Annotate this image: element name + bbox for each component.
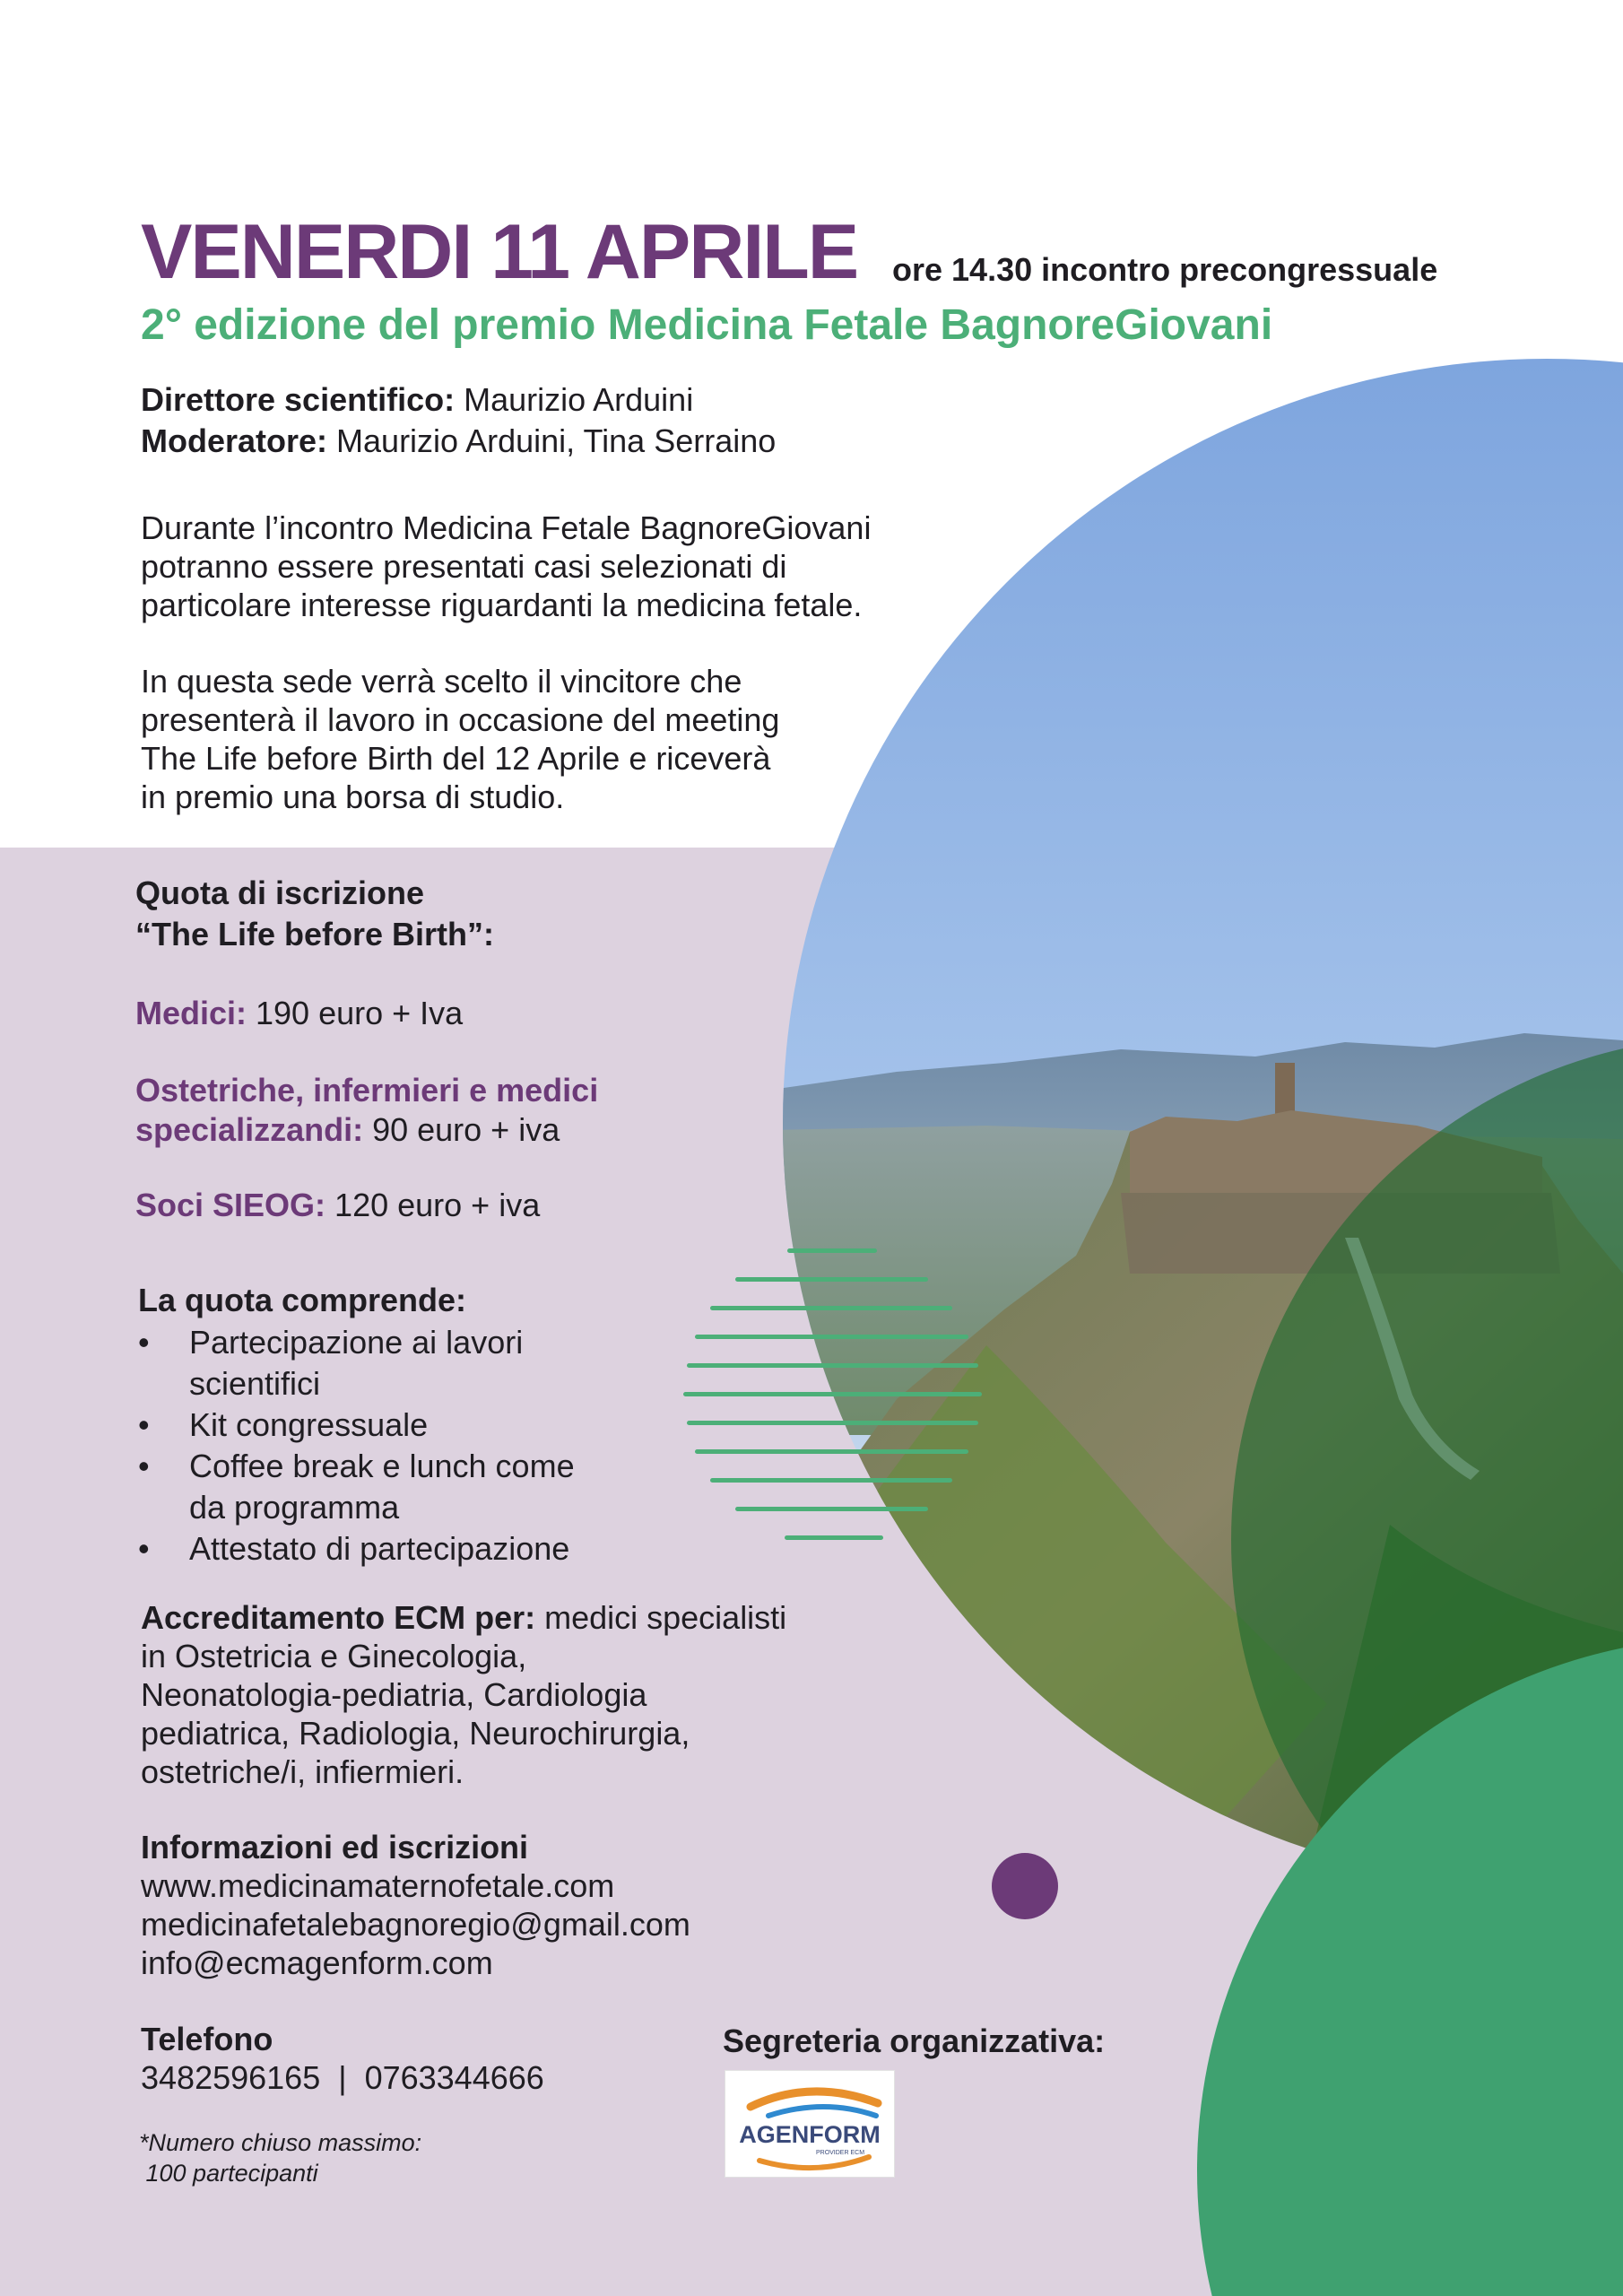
stripe <box>785 1535 883 1540</box>
director-label: Direttore scientifico: <box>141 381 456 418</box>
stripe <box>695 1335 968 1339</box>
fees-heading-line2: “The Life before Birth”: <box>135 916 495 952</box>
secretariat-heading: Segreteria organizzativa: <box>723 2022 1106 2059</box>
intro-line: The Life before Birth del 12 Aprile e riceverà <box>141 740 771 777</box>
fee-soci-value: 120 euro + iva <box>325 1187 541 1223</box>
ecm-line: pediatrica, Radiologia, Neurochirurgia, <box>141 1715 690 1752</box>
intro-line: In questa sede verrà scelto il vincitore che <box>141 663 742 700</box>
moderator-line <box>141 422 776 461</box>
fee-soci-label: Soci SIEOG: <box>135 1187 326 1223</box>
intro-paragraph-1 <box>141 509 871 624</box>
email-link[interactable]: medicinafetalebagnoregio@gmail.com <box>141 1906 690 1943</box>
stripe <box>735 1507 928 1511</box>
fee-ostetriche-label-line1: Ostetriche, infermieri e medici <box>135 1072 599 1109</box>
stripe <box>787 1248 877 1253</box>
fee-ostetriche-value: 90 euro + iva <box>363 1111 560 1148</box>
phone-heading: Telefono <box>141 2021 273 2057</box>
logo-subtext: PROVIDER ECM <box>815 2150 865 2156</box>
logo-text: AGENFORM <box>739 2121 881 2148</box>
stripe <box>710 1478 952 1483</box>
list-item: • Coffee break e lunch come da programma <box>138 1446 575 1528</box>
website-link[interactable]: www.medicinamaternofetale.com <box>141 1867 615 1904</box>
ecm-line: Neonatologia-pediatria, Cardiologia <box>141 1676 647 1713</box>
subtitle: 2° edizione del premio Medicina Fetale BagnoreGiovani <box>141 301 1273 349</box>
stripe <box>683 1392 982 1396</box>
phone-numbers[interactable]: 3482596165 | 0763344666 <box>141 2059 544 2096</box>
ecm-label: Accreditamento ECM per: <box>141 1599 536 1636</box>
contacts-block <box>141 1828 690 1982</box>
fee-medici <box>135 994 463 1033</box>
stripe <box>710 1306 952 1310</box>
stripe <box>695 1449 968 1454</box>
list-item: • Attestato di partecipazione <box>138 1528 575 1570</box>
ecm-line: ostetriche/i, infiermieri. <box>141 1753 464 1790</box>
includes-list <box>138 1322 575 1570</box>
fee-ostetriche <box>135 1110 560 1150</box>
intro-line: particolare interesse riguardanti la medicina fetale. <box>141 587 863 623</box>
director-line <box>141 380 693 420</box>
list-item: • Kit congressuale <box>138 1405 575 1446</box>
ecm-block <box>141 1598 786 1791</box>
agenform-logo <box>725 2070 895 2178</box>
intro-line: potranno essere presentati casi selezionati di <box>141 548 787 585</box>
agenform-logo-graphic <box>725 2071 894 2177</box>
moderator-label: Moderatore: <box>141 422 328 459</box>
fees-heading-line1: Quota di iscrizione <box>135 874 425 911</box>
fee-medici-label: Medici: <box>135 995 247 1031</box>
page-title: VENERDI 11 APRILE <box>141 209 858 295</box>
intro-paragraph-2 <box>141 662 779 816</box>
intro-line: presenterà il lavoro in occasione del meeting <box>141 701 780 738</box>
list-item: • Partecipazione ai lavori scientifici <box>138 1322 575 1405</box>
contacts-heading: Informazioni ed iscrizioni <box>141 1829 529 1866</box>
intro-line: Durante l’incontro Medicina Fetale BagnoreGiovani <box>141 509 872 546</box>
includes-heading: La quota comprende: <box>138 1282 467 1318</box>
director-value: Maurizio Arduini <box>455 381 694 418</box>
moderator-value: Maurizio Arduini, Tina Serraino <box>327 422 777 459</box>
stripe <box>735 1277 928 1282</box>
participants-note: *Numero chiuso massimo: 100 partecipanti <box>139 2129 422 2187</box>
fee-medici-value: 190 euro + Iva <box>247 995 464 1031</box>
ecm-line: in Ostetricia e Ginecologia, <box>141 1638 527 1674</box>
email-link[interactable]: info@ecmagenform.com <box>141 1944 493 1981</box>
stripe <box>687 1421 978 1425</box>
purple-dot <box>992 1853 1058 1919</box>
fee-ostetriche-label-line2: specializzandi: <box>135 1111 364 1148</box>
fee-soci <box>135 1186 540 1225</box>
time-note: ore 14.30 incontro precongressuale <box>892 251 1438 288</box>
stripe <box>687 1363 978 1368</box>
ecm-line: Accreditamento ECM per: medici specialisti <box>141 1599 787 1636</box>
intro-line: in premio una borsa di studio. <box>141 778 565 815</box>
phone-block <box>141 2020 544 2097</box>
